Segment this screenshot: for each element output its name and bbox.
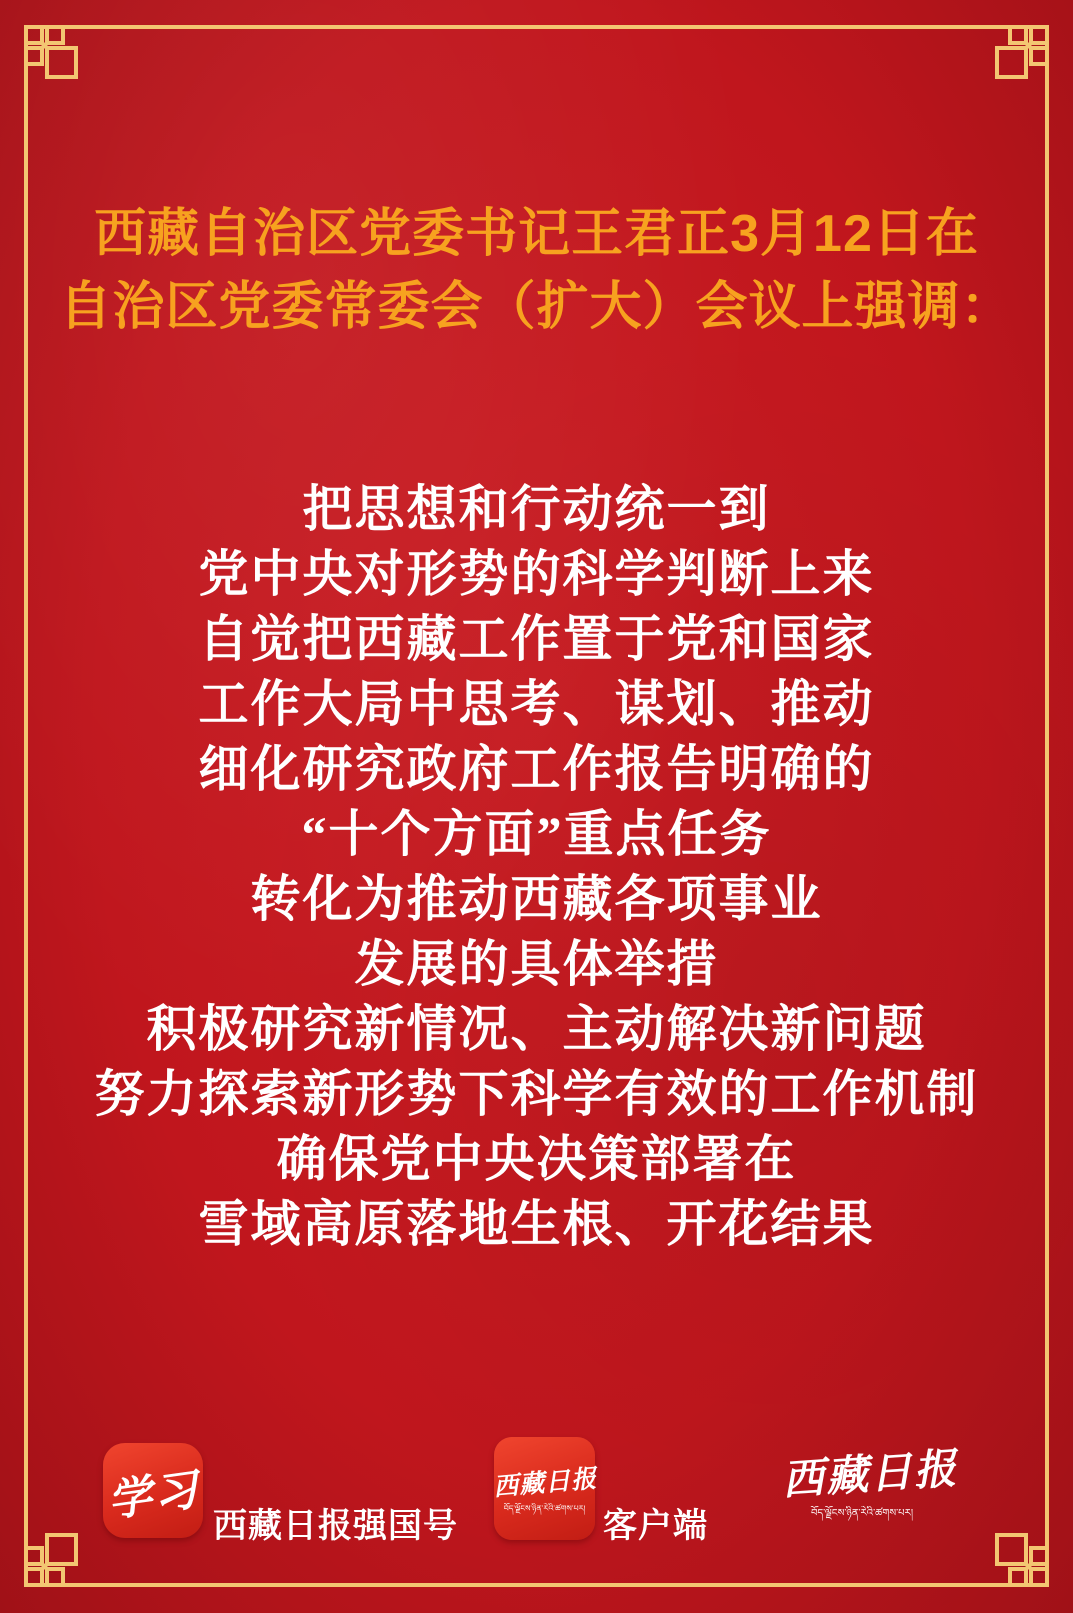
body-line: 工作大局中思考、谋划、推动 [198,676,875,732]
tibet-daily-app-icon [491,1437,598,1540]
body-line: 努力探索新形势下科学有效的工作机制 [94,1066,979,1122]
corner-ornament-top-left [24,25,78,79]
poster-heading [0,198,1073,344]
heading-line-2: 自治区党委常委会（扩大）会议上强调： [59,278,1014,336]
body-line: 转化为推动西藏各项事业 [250,871,823,927]
body-line: 党中央对形势的科学判断上来 [198,546,875,602]
body-line: 确保党中央决策部署在 [276,1131,797,1187]
masthead-calligraphy-label: 西藏日报 [780,1446,960,1505]
masthead-tibetan-label: བོད་ལྗོངས་ཉིན་རེའི་ཚགས་པར། [810,1508,914,1519]
body-line: 发展的具体举措 [354,936,719,992]
corner-ornament-bottom-right [995,1533,1049,1587]
body-line: 把思想和行动统一到 [302,481,771,537]
tibet-daily-icon-tibetan-label: བོད་ལྗོངས་ཉིན་རེའི་ཚགས་པར། [503,1503,586,1513]
client-app-label: 客户端 [603,1507,708,1545]
heading-line-1: 西藏自治区党委书记王君正3月12日在 [94,205,979,263]
qiangguo-account-label: 西藏日报强国号 [213,1507,458,1545]
corner-ornament-bottom-left [24,1533,78,1587]
body-line: “十个方面”重点任务 [301,806,772,862]
tibet-daily-icon-label: 西藏日报 [491,1465,598,1501]
body-line: 细化研究政府工作报告明确的 [198,741,875,797]
xuexi-qiangguo-app-icon [103,1443,203,1538]
body-line: 雪域高原落地生根、开花结果 [198,1196,875,1252]
tibet-daily-masthead [780,1446,960,1522]
xuexi-icon-label: 学习 [104,1464,203,1526]
body-line: 自觉把西藏工作置于党和国家 [198,611,875,667]
corner-ornament-top-right [995,25,1049,79]
body-text [0,477,1073,1257]
body-line: 积极研究新情况、主动解决新问题 [146,1001,927,1057]
